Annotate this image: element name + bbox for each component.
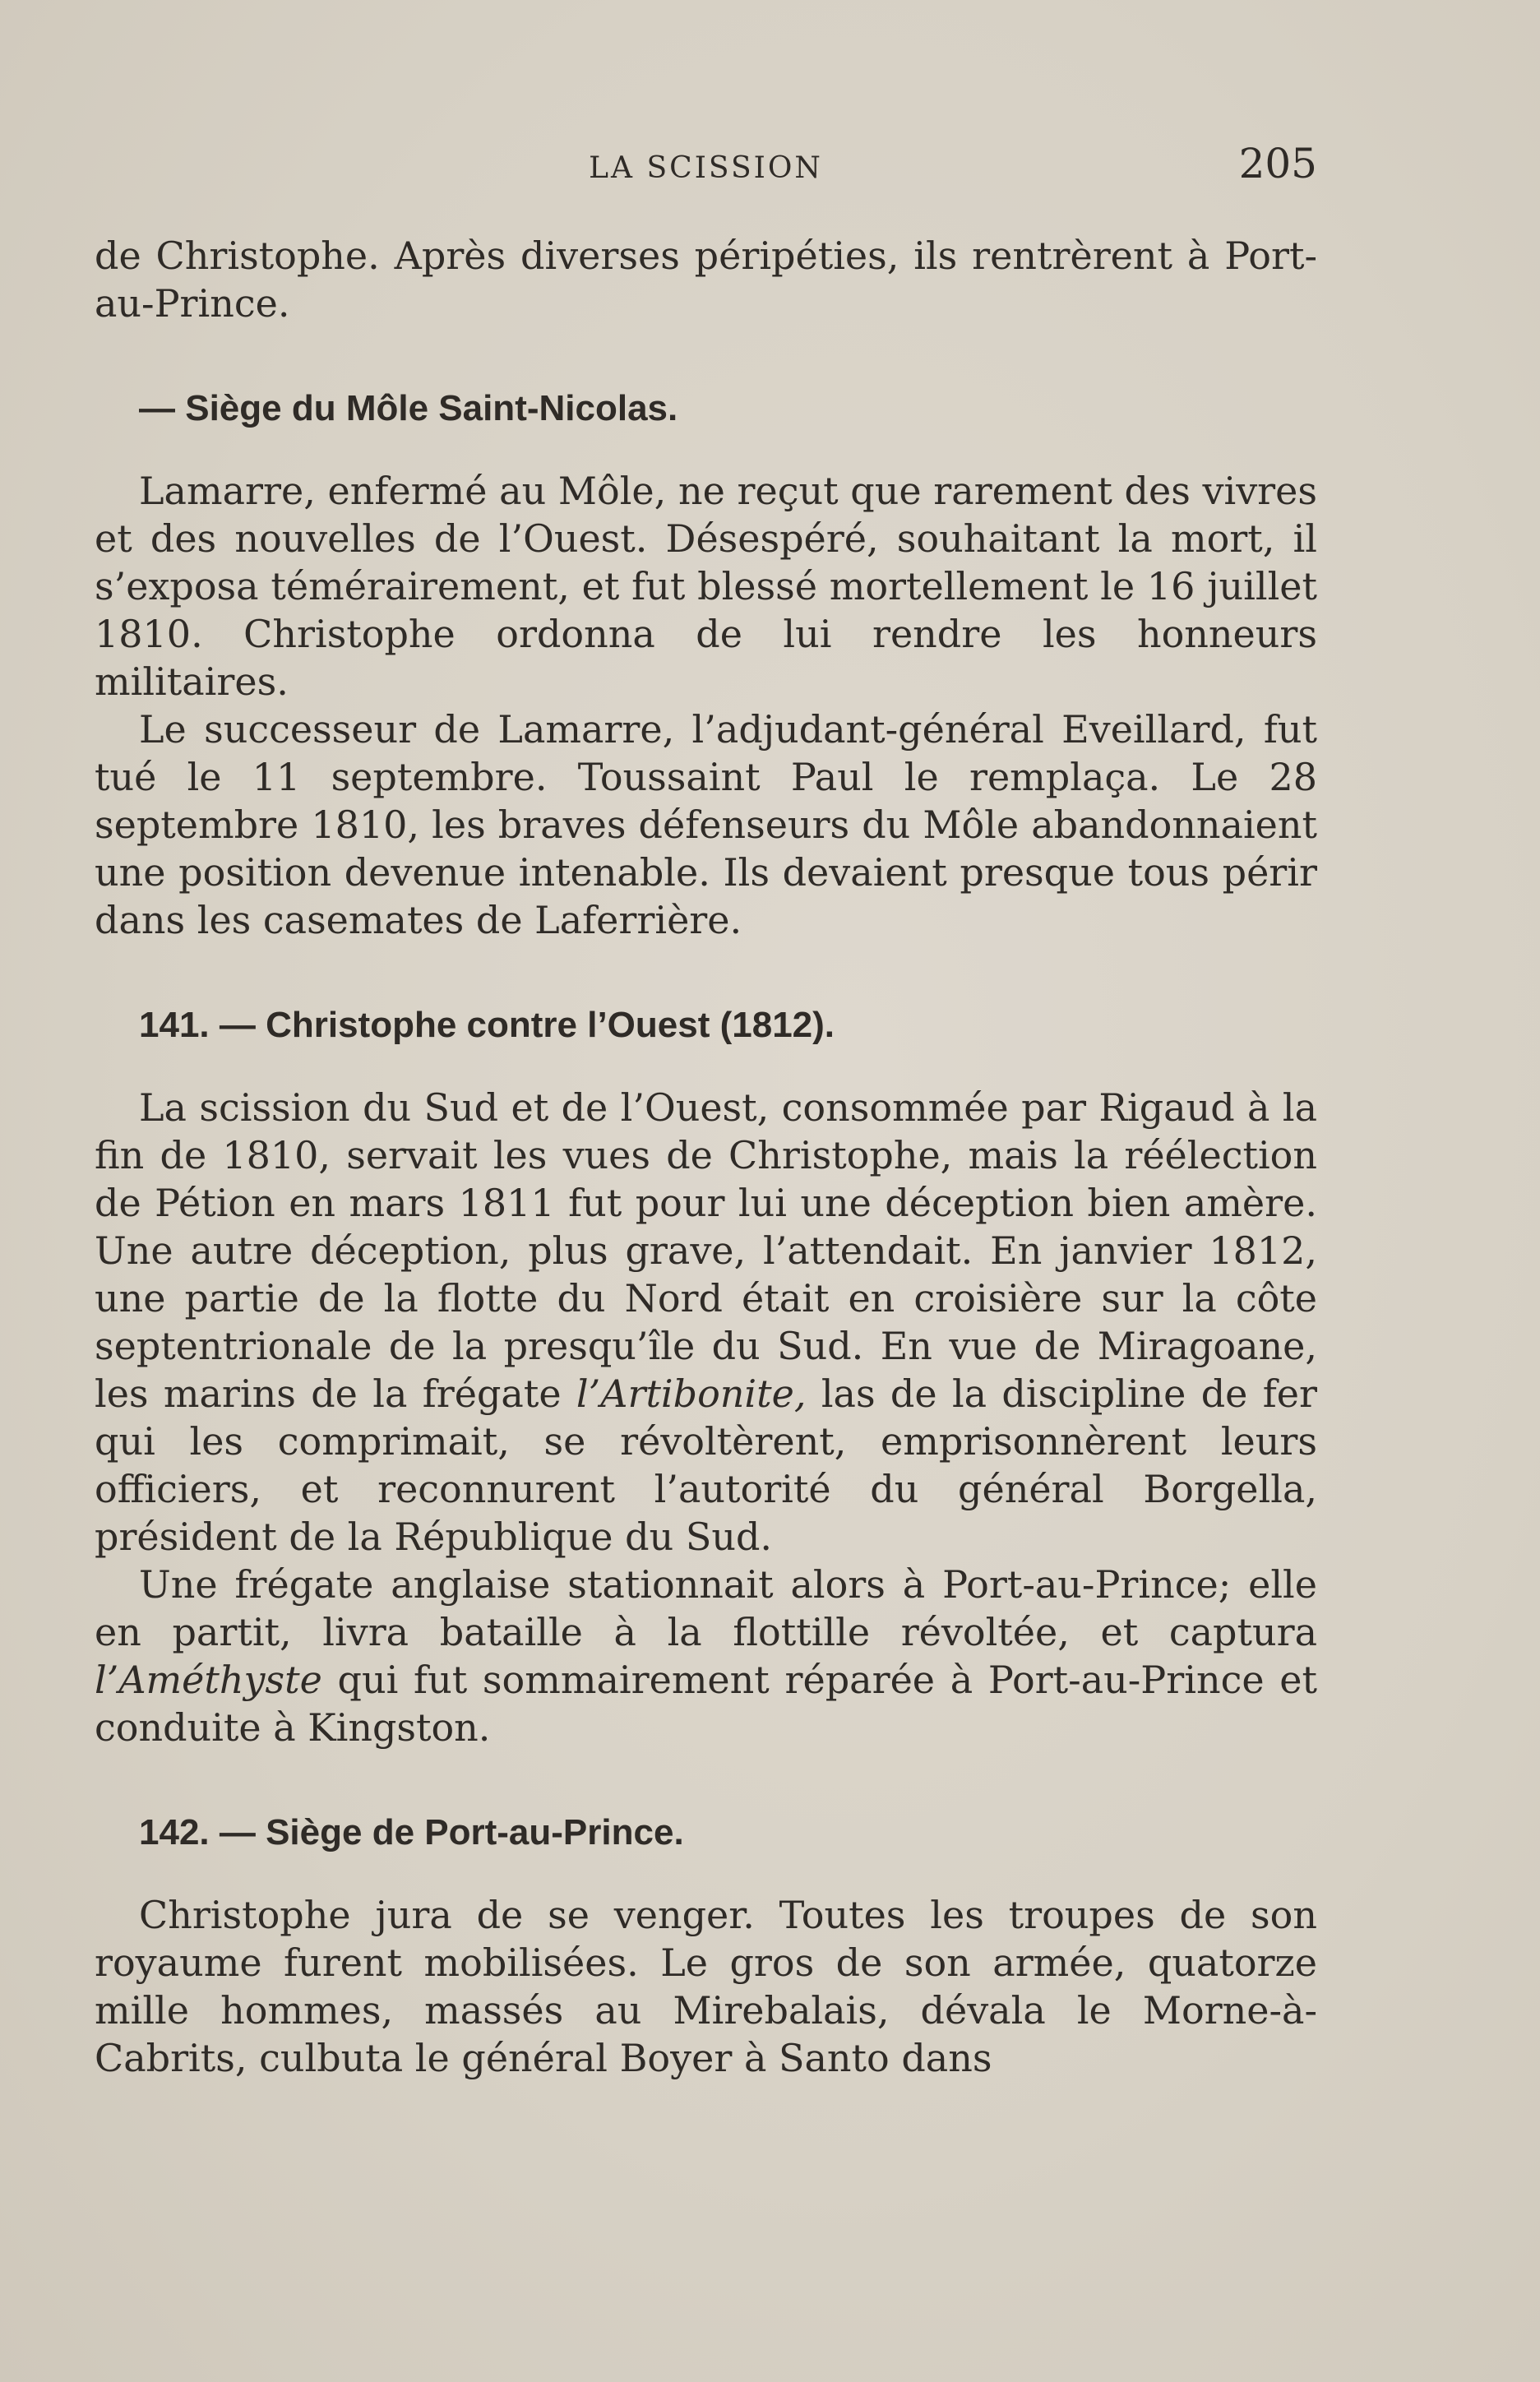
page-body (95, 232, 1317, 2082)
paragraph-lamarre: Lamarre, enfermé au Môle, ne reçut que rarement des vivres et des nouvelles de l’Ouest. Désespéré, souhaitant la mort, il s’exposa témérairement, et fut blessé mortellement le 16 juillet 1810. Christophe ordonna de lui rendre les honneurs militaires. (95, 469, 1317, 704)
section-heading-142: 142. — Siège de Port-au-Prince. (139, 1812, 684, 1852)
section-heading-mole-saint-nicolas: — Siège du Môle Saint-Nicolas. (139, 388, 678, 428)
page-header (95, 140, 1317, 189)
paragraph-successeur: Le successeur de Lamarre, l’adjudant-général Eveillard, fut tué le 11 septembre. Toussaint Paul le remplaça. Le 28 septembre 1810, les braves défenseurs du Môle abandonnaient une position devenue intenable. Ils devaient presque tous périr dans les casemates de Laferrière. (95, 707, 1317, 942)
ship-name-amethyste: l’Améthyste (95, 1658, 322, 1702)
paragraph-continuation: de Christophe. Après diverses péripéties, ils rentrèrent à Port-au-Prince. (95, 234, 1317, 326)
paragraph-scission-text: La scission du Sud et de l’Ouest, consommée par Rigaud à la fin de 1810, servait les vues de Christophe, mais la réélection de Pétion en mars 1811 fut pour lui une déception bien amère. Une autre déception, plus grave, l’attendait. En janvier 1812, une partie de la flotte du Nord était en croisière sur la côte septentrionale de la presqu’île du Sud. En vue de Miragoane, les marins de la frégate (95, 1085, 1317, 1416)
running-title: LA SCISSION (589, 151, 823, 185)
page-number: 205 (1238, 140, 1317, 187)
paragraph-scission (95, 1084, 1317, 1561)
paragraph-fregate-anglaise (95, 1561, 1317, 1751)
section-heading-141: 141. — Christophe contre l’Ouest (1812). (139, 1005, 835, 1045)
paragraph-fregate-text: Une frégate anglaise stationnait alors à Port-au-Prince; elle en partit, livra bataille à la flottille révoltée, et captura (95, 1562, 1317, 1654)
paragraph-fregate-rest: qui fut sommairement réparée à Port-au-Prince et conduite à Kingston. (95, 1658, 1317, 1750)
paragraph-scission-rest: las de la discipline de fer qui les comprimait, se révoltèrent, emprisonnèrent leurs officiers, et reconnurent l’autorité du général Borgella, président de la République du Sud. (95, 1371, 1317, 1559)
paragraph-christophe-jura: Christophe jura de se venger. Toutes les troupes de son royaume furent mobilisées. Le gros de son armée, quatorze mille hommes, massés au Mirebalais, dévala le Morne-à-Cabrits, culbuta le général Boyer à Santo dans (95, 1893, 1317, 2080)
ship-name-artibonite: l’Artibonite, (576, 1371, 807, 1416)
